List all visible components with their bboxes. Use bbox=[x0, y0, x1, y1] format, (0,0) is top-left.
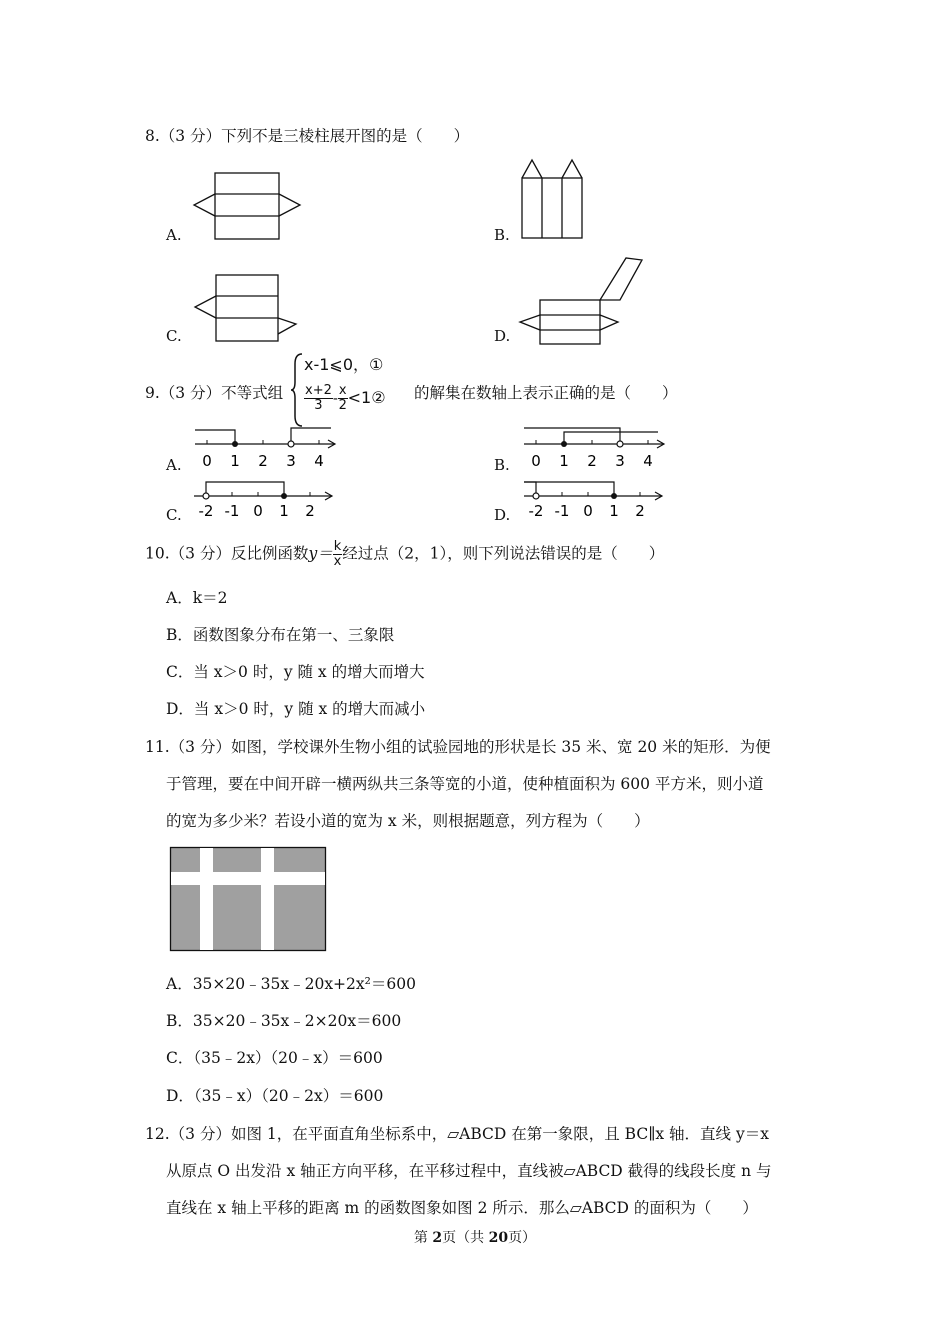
q9-d-tick-3: 1 bbox=[609, 502, 619, 520]
q9-system-line1: x-1⩽0，① bbox=[304, 355, 384, 374]
q11-line3: 的宽为多少米？若设小道的宽为 x 米，则根据题意，列方程为（ ） bbox=[166, 812, 650, 830]
q9-b-tick-1: 1 bbox=[559, 452, 569, 470]
q9-option-b-numberline bbox=[522, 424, 672, 472]
q10-option-c: C．当 x＞0 时，y 随 x 的增大而增大 bbox=[166, 663, 425, 681]
q8-stem: 8.（3 分）下列不是三棱柱展开图的是（ ） bbox=[145, 127, 470, 145]
q9-a-tick-1: 1 bbox=[230, 452, 240, 470]
q9-d-tick-0: -2 bbox=[528, 502, 544, 520]
q9-d-tick-2: 0 bbox=[583, 502, 593, 520]
q9-system-line2: $\frac{x+2}{3}$ - $\frac{x}{2}$ <1② bbox=[305, 383, 386, 413]
q9-c-tick-3: 1 bbox=[279, 502, 289, 520]
q10-option-d: D．当 x＞0 时，y 随 x 的增大而减小 bbox=[166, 700, 426, 718]
q11-garden-figure bbox=[170, 847, 327, 951]
q8-option-b-label: B. bbox=[494, 226, 510, 244]
q9-option-a-label: A. bbox=[166, 456, 182, 474]
q9-option-c-numberline bbox=[192, 478, 342, 522]
q11-option-d: D．（35﹣x）（20﹣2x）＝600 bbox=[166, 1087, 384, 1105]
q9-option-d-label: D. bbox=[494, 506, 511, 524]
q9-b-tick-0: 0 bbox=[531, 452, 541, 470]
q12-line3: 直线在 x 轴上平移的距离 m 的函数图象如图 2 所示．那么▱ABCD 的面积为（ ） bbox=[166, 1199, 758, 1217]
q9-option-b-label: B. bbox=[494, 456, 510, 474]
q12-line2: 从原点 O 出发沿 x 轴正方向平移，在平移过程中，直线被▱ABCD 截得的线段长度 n 与 bbox=[166, 1162, 772, 1180]
page-footer: 第 2页（共 20页） bbox=[413, 1230, 537, 1246]
q9-d-tick-4: 2 bbox=[635, 502, 645, 520]
q9-a-tick-3: 3 bbox=[286, 452, 296, 470]
q9-b-tick-3: 3 bbox=[615, 452, 625, 470]
q11-option-a: A．35×20﹣35x﹣20x+2x²＝600 bbox=[166, 975, 416, 993]
q10-stem: 10.（3 分）反比例函数y＝ $\frac{k}{x}$ 经过点（2，1），则下列说法错误的是（ ） bbox=[145, 539, 665, 569]
q9-option-a-numberline bbox=[193, 424, 343, 472]
q9-a-tick-0: 0 bbox=[202, 452, 212, 470]
q9-c-tick-2: 0 bbox=[253, 502, 263, 520]
q9-stem-prefix: 9.（3 分）不等式组 bbox=[145, 384, 284, 402]
q11-line2: 于管理，要在中间开辟一横两纵共三条等宽的小道，使种植面积为 600 平方米，则小道 bbox=[166, 775, 764, 793]
q11-option-c: C．（35﹣2x）（20﹣x）＝600 bbox=[166, 1049, 383, 1067]
q10-option-a: A．k＝2 bbox=[166, 589, 228, 607]
q12-line1: 12.（3 分）如图 1，在平面直角坐标系中，▱ABCD 在第一象限，且 BC∥x 轴．直线 y＝x bbox=[145, 1125, 769, 1143]
q9-c-tick-4: 2 bbox=[305, 502, 315, 520]
q9-d-tick-1: -1 bbox=[554, 502, 570, 520]
q9-b-tick-4: 4 bbox=[643, 452, 653, 470]
q11-line1: 11.（3 分）如图，学校课外生物小组的试验园地的形状是长 35 米、宽 20 米的矩形．为便 bbox=[145, 738, 771, 756]
q9-c-tick-0: -2 bbox=[198, 502, 214, 520]
q8-option-c-label: C. bbox=[166, 327, 182, 345]
q9-option-d-numberline bbox=[522, 478, 672, 522]
q9-a-tick-4: 4 bbox=[314, 452, 324, 470]
q8-option-a-label: A. bbox=[166, 226, 182, 244]
q11-option-b: B．35×20﹣35x﹣2×20x＝600 bbox=[166, 1012, 402, 1030]
q8-option-d-figure bbox=[518, 256, 648, 346]
q9-a-tick-2: 2 bbox=[258, 452, 268, 470]
q9-option-c-label: C. bbox=[166, 506, 182, 524]
q8-option-c-figure bbox=[190, 274, 305, 344]
q9-b-tick-2: 2 bbox=[587, 452, 597, 470]
q9-c-tick-1: -1 bbox=[224, 502, 240, 520]
q8-option-d-label: D. bbox=[494, 327, 511, 345]
q10-option-b: B．函数图象分布在第一、三象限 bbox=[166, 626, 395, 644]
q8-option-b-figure bbox=[518, 158, 588, 243]
q9-stem-suffix: 的解集在数轴上表示正确的是（ ） bbox=[414, 384, 678, 402]
q8-option-a-figure bbox=[190, 172, 305, 242]
q9-system-brace bbox=[290, 352, 304, 428]
